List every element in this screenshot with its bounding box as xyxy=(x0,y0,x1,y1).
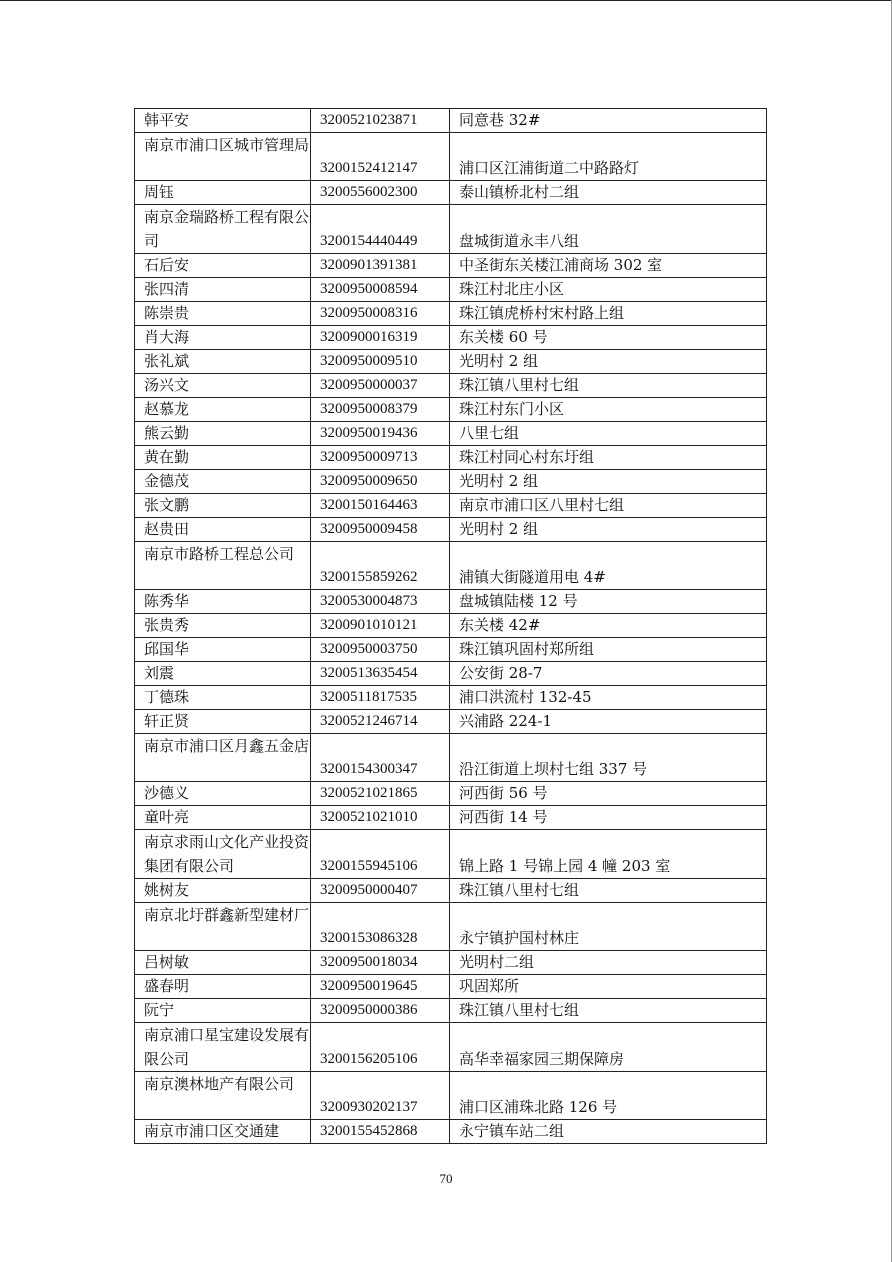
table-row xyxy=(135,782,767,806)
table-row xyxy=(135,734,767,782)
address-cell: 浦口区江浦街道二中路路灯 xyxy=(450,133,767,181)
table-row xyxy=(135,494,767,518)
table-row xyxy=(135,1120,767,1144)
name-cell: 刘震 xyxy=(135,662,311,686)
account-code-cell: 3200154300347 xyxy=(311,734,450,782)
account-code-cell: 3200901010121 xyxy=(311,614,450,638)
account-code-cell: 3200950009713 xyxy=(311,446,450,470)
table-row xyxy=(135,205,767,254)
name-cell: 肖大海 xyxy=(135,326,311,350)
address-cell: 公安街 28-7 xyxy=(450,662,767,686)
name-cell: 吕树敏 xyxy=(135,951,311,975)
table-row xyxy=(135,590,767,614)
account-code-cell: 3200150164463 xyxy=(311,494,450,518)
address-cell: 中圣街东关楼江浦商场 302 室 xyxy=(450,254,767,278)
address-cell: 光明村 2 组 xyxy=(450,470,767,494)
address-cell: 东关楼 42# xyxy=(450,614,767,638)
account-code-cell: 3200530004873 xyxy=(311,590,450,614)
table-row xyxy=(135,903,767,951)
name-cell: 轩正贤 xyxy=(135,710,311,734)
account-code-cell: 3200152412147 xyxy=(311,133,450,181)
address-cell: 浦镇大街隧道用电 4# xyxy=(450,542,767,590)
table-row xyxy=(135,518,767,542)
account-code-cell: 3200950019645 xyxy=(311,975,450,999)
table-row xyxy=(135,686,767,710)
name-cell: 盛春明 xyxy=(135,975,311,999)
name-cell: 南京金瑞路桥工程有限公司 xyxy=(135,205,311,254)
name-cell: 韩平安 xyxy=(135,109,311,133)
account-code-cell: 3200153086328 xyxy=(311,903,450,951)
table-row xyxy=(135,879,767,903)
name-cell: 张文鹏 xyxy=(135,494,311,518)
account-code-cell: 3200900016319 xyxy=(311,326,450,350)
table-row xyxy=(135,278,767,302)
address-cell: 珠江村北庄小区 xyxy=(450,278,767,302)
account-code-cell: 3200901391381 xyxy=(311,254,450,278)
name-cell: 周钰 xyxy=(135,181,311,205)
address-cell: 八里七组 xyxy=(450,422,767,446)
account-code-cell: 3200154440449 xyxy=(311,205,450,254)
name-cell: 南京求雨山文化产业投资集团有限公司 xyxy=(135,830,311,879)
name-cell: 南京澳林地产有限公司 xyxy=(135,1072,311,1120)
table-row xyxy=(135,1023,767,1072)
name-cell: 张贵秀 xyxy=(135,614,311,638)
name-cell: 南京市路桥工程总公司 xyxy=(135,542,311,590)
address-cell: 高华幸福家园三期保障房 xyxy=(450,1023,767,1072)
name-cell: 汤兴文 xyxy=(135,374,311,398)
name-cell: 南京北圩群鑫新型建材厂 xyxy=(135,903,311,951)
table-row xyxy=(135,350,767,374)
table-row xyxy=(135,374,767,398)
account-code-cell: 3200950009458 xyxy=(311,518,450,542)
table-row xyxy=(135,446,767,470)
name-cell: 阮宁 xyxy=(135,999,311,1023)
name-cell: 姚树友 xyxy=(135,879,311,903)
name-cell: 张礼斌 xyxy=(135,350,311,374)
name-cell: 陈崇贵 xyxy=(135,302,311,326)
address-cell: 永宁镇车站二组 xyxy=(450,1120,767,1144)
table-row xyxy=(135,302,767,326)
address-cell: 浦口区浦珠北路 126 号 xyxy=(450,1072,767,1120)
table-row xyxy=(135,951,767,975)
account-code-cell: 3200950008379 xyxy=(311,398,450,422)
name-cell: 金德茂 xyxy=(135,470,311,494)
address-cell: 巩固郑所 xyxy=(450,975,767,999)
address-cell: 珠江镇虎桥村宋村路上组 xyxy=(450,302,767,326)
table-row xyxy=(135,470,767,494)
account-code-cell: 3200950003750 xyxy=(311,638,450,662)
table-row xyxy=(135,710,767,734)
account-code-cell: 3200950000386 xyxy=(311,999,450,1023)
name-cell: 南京浦口星宝建设发展有限公司 xyxy=(135,1023,311,1072)
address-cell: 光明村 2 组 xyxy=(450,518,767,542)
address-cell: 珠江村同心村东圩组 xyxy=(450,446,767,470)
name-cell: 张四清 xyxy=(135,278,311,302)
account-code-cell: 3200950019436 xyxy=(311,422,450,446)
account-code-cell: 3200521021010 xyxy=(311,806,450,830)
account-code-cell: 3200950008316 xyxy=(311,302,450,326)
table-row xyxy=(135,662,767,686)
address-cell: 光明村二组 xyxy=(450,951,767,975)
address-cell: 南京市浦口区八里村七组 xyxy=(450,494,767,518)
table-row xyxy=(135,638,767,662)
table-row xyxy=(135,133,767,181)
account-code-cell: 3200521246714 xyxy=(311,710,450,734)
top-border-line xyxy=(0,0,892,1)
table-row xyxy=(135,1072,767,1120)
address-cell: 东关楼 60 号 xyxy=(450,326,767,350)
name-cell: 南京市浦口区交通建 xyxy=(135,1120,311,1144)
address-cell: 光明村 2 组 xyxy=(450,350,767,374)
table-row xyxy=(135,398,767,422)
table-row xyxy=(135,181,767,205)
table-row xyxy=(135,422,767,446)
account-code-cell: 3200950000407 xyxy=(311,879,450,903)
name-cell: 南京市浦口区月鑫五金店 xyxy=(135,734,311,782)
account-code-cell: 3200155945106 xyxy=(311,830,450,879)
table-row xyxy=(135,326,767,350)
address-cell: 永宁镇护国村林庄 xyxy=(450,903,767,951)
address-cell: 河西街 14 号 xyxy=(450,806,767,830)
name-cell: 陈秀华 xyxy=(135,590,311,614)
name-cell: 丁德珠 xyxy=(135,686,311,710)
address-cell: 沿江街道上坝村七组 337 号 xyxy=(450,734,767,782)
table-row xyxy=(135,830,767,879)
account-code-cell: 3200950008594 xyxy=(311,278,450,302)
address-cell: 珠江村东门小区 xyxy=(450,398,767,422)
account-code-cell: 3200155452868 xyxy=(311,1120,450,1144)
account-code-cell: 3200513635454 xyxy=(311,662,450,686)
account-code-cell: 3200950009510 xyxy=(311,350,450,374)
address-cell: 盘城街道永丰八组 xyxy=(450,205,767,254)
name-cell: 熊云勤 xyxy=(135,422,311,446)
table-row xyxy=(135,109,767,133)
name-cell: 石后安 xyxy=(135,254,311,278)
name-cell: 赵贵田 xyxy=(135,518,311,542)
address-cell: 珠江镇巩固村郑所组 xyxy=(450,638,767,662)
account-code-cell: 3200930202137 xyxy=(311,1072,450,1120)
name-cell: 童叶亮 xyxy=(135,806,311,830)
records-table-body xyxy=(135,109,767,1144)
records-table xyxy=(134,108,767,1144)
address-cell: 珠江镇八里村七组 xyxy=(450,999,767,1023)
account-code-cell: 3200521021865 xyxy=(311,782,450,806)
name-cell: 赵慕龙 xyxy=(135,398,311,422)
address-cell: 泰山镇桥北村二组 xyxy=(450,181,767,205)
address-cell: 兴浦路 224-1 xyxy=(450,710,767,734)
name-cell: 黄在勤 xyxy=(135,446,311,470)
account-code-cell: 3200950018034 xyxy=(311,951,450,975)
table-row xyxy=(135,614,767,638)
account-code-cell: 3200155859262 xyxy=(311,542,450,590)
account-code-cell: 3200521023871 xyxy=(311,109,450,133)
address-cell: 盘城镇陆楼 12 号 xyxy=(450,590,767,614)
table-row xyxy=(135,975,767,999)
table-row xyxy=(135,806,767,830)
page-number: 70 xyxy=(439,1171,453,1186)
account-code-cell: 3200950009650 xyxy=(311,470,450,494)
account-code-cell: 3200511817535 xyxy=(311,686,450,710)
address-cell: 同意巷 32# xyxy=(450,109,767,133)
address-cell: 浦口洪流村 132-45 xyxy=(450,686,767,710)
address-cell: 珠江镇八里村七组 xyxy=(450,879,767,903)
name-cell: 邱国华 xyxy=(135,638,311,662)
address-cell: 珠江镇八里村七组 xyxy=(450,374,767,398)
address-cell: 锦上路 1 号锦上园 4 幢 203 室 xyxy=(450,830,767,879)
table-row xyxy=(135,999,767,1023)
name-cell: 沙德义 xyxy=(135,782,311,806)
account-code-cell: 3200950000037 xyxy=(311,374,450,398)
address-cell: 河西街 56 号 xyxy=(450,782,767,806)
name-cell: 南京市浦口区城市管理局 xyxy=(135,133,311,181)
table-row xyxy=(135,254,767,278)
table-row xyxy=(135,542,767,590)
account-code-cell: 3200556002300 xyxy=(311,181,450,205)
account-code-cell: 3200156205106 xyxy=(311,1023,450,1072)
